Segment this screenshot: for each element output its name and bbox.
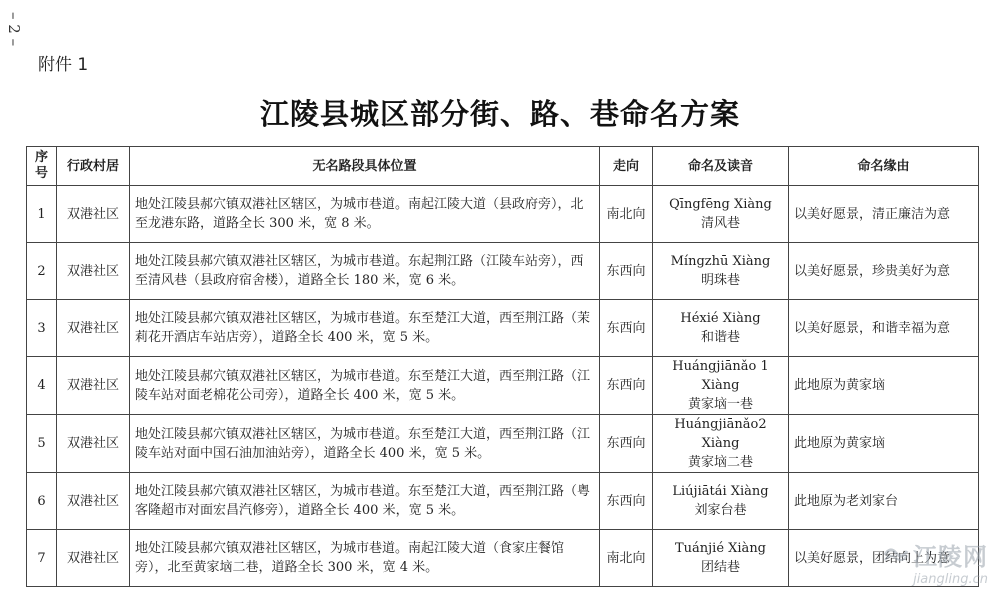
header-seq: 序号 [27,147,57,186]
name-chinese: 明珠巷 [700,273,740,288]
name-cell [653,473,789,530]
name-cell [653,300,789,357]
page-number-text: – 2 – [5,12,23,47]
name-pinyin: Tuánjié Xiàng [674,541,767,556]
seq-cell: 6 [27,473,57,530]
name-pinyin: Liújiātái Xiàng [672,484,769,499]
village-cell: 双港社区 [57,186,130,243]
direction-cell: 东西向 [600,357,653,415]
reason-cell: 以美好愿景，和谐幸福为意 [789,300,979,357]
seq-cell: 4 [27,357,57,415]
location-cell: 地处江陵县郝穴镇双港社区辖区，为城市巷道。东至楚江大道，西至荆江路（粤客隆超市对面宏昌汽修旁），道路全长 400 米，宽 5 米。 [130,473,600,530]
direction-cell: 东西向 [600,473,653,530]
document-title: 江陵县城区部分街、路、巷命名方案 [259,97,740,131]
name-cell [653,415,789,473]
name-chinese: 黄家垴一巷 [687,397,753,412]
name-cell [653,243,789,300]
reason-cell: 以美好愿景，清正廉洁为意 [789,186,979,243]
reason-cell: 以美好愿景，珍贵美好为意 [789,243,979,300]
street-naming-table [26,146,979,587]
location-cell: 地处江陵县郝穴镇双港社区辖区，为城市巷道。南起江陵大道（县政府旁），北至龙港东路，道路全长 300 米，宽 8 米。 [130,186,600,243]
name-cell [653,186,789,243]
name-cell [653,357,789,415]
header-village: 行政村居 [57,147,130,186]
direction-cell: 南北向 [600,530,653,587]
name-chinese: 团结巷 [700,560,740,575]
name-pinyin: Huángjiānǎo2 Xiàng [674,417,767,451]
location-cell: 地处江陵县郝穴镇双港社区辖区，为城市巷道。东至楚江大道，西至荆江路（江陵车站对面中国石油加油站旁），道路全长 400 米，宽 5 米。 [130,415,600,473]
direction-cell: 东西向 [600,415,653,473]
seq-cell: 5 [27,415,57,473]
direction-cell: 东西向 [600,300,653,357]
name-pinyin: Qīngfēng Xiàng [669,197,772,212]
page-number [2,12,26,49]
village-cell: 双港社区 [57,357,130,415]
seq-cell: 1 [27,186,57,243]
attachment-label: 附件 1 [38,55,89,75]
village-cell: 双港社区 [57,415,130,473]
location-cell: 地处江陵县郝穴镇双港社区辖区，为城市巷道。东至楚江大道，西至荆江路（江陵车站对面老棉花公司旁），道路全长 400 米，宽 5 米。 [130,357,600,415]
header-direction: 走向 [600,147,653,186]
location-cell: 地处江陵县郝穴镇双港社区辖区，为城市巷道。东至楚江大道，西至荆江路（茉莉花开酒店车站店旁），道路全长 400 米，宽 5 米。 [130,300,600,357]
table-header-row [27,147,979,186]
seq-cell: 7 [27,530,57,587]
village-cell: 双港社区 [57,300,130,357]
seq-cell: 3 [27,300,57,357]
name-pinyin: Héxié Xiàng [680,311,761,326]
table-row [27,243,979,300]
header-reason: 命名缘由 [789,147,979,186]
reason-cell: 此地原为黄家垴 [789,415,979,473]
table-row [27,473,979,530]
table-body [27,186,979,587]
seq-cell: 2 [27,243,57,300]
reason-cell: 此地原为老刘家台 [789,473,979,530]
table-row [27,186,979,243]
name-chinese: 清风巷 [700,216,740,231]
table-row [27,415,979,473]
direction-cell: 南北向 [600,186,653,243]
watermark-url: jiangling.cn [913,572,988,587]
location-cell: 地处江陵县郝穴镇双港社区辖区，为城市巷道。东起荆江路（江陵车站旁），西至清风巷（县政府宿舍楼），道路全长 180 米，宽 6 米。 [130,243,600,300]
name-chinese: 和谐巷 [700,330,740,345]
table-row [27,357,979,415]
direction-cell: 东西向 [600,243,653,300]
name-chinese: 刘家台巷 [694,503,747,518]
location-cell: 地处江陵县郝穴镇双港社区辖区，为城市巷道。南起江陵大道（食家庄餐馆旁），北至黄家垴二巷，道路全长 300 米，宽 4 米。 [130,530,600,587]
village-cell: 双港社区 [57,530,130,587]
name-pinyin: Míngzhū Xiàng [670,254,771,269]
watermark-text: 江陵网 [913,543,988,571]
name-cell [653,530,789,587]
village-cell: 双港社区 [57,243,130,300]
name-pinyin: Huángjiānǎo 1 Xiàng [672,359,769,393]
reason-cell: 此地原为黄家垴 [789,357,979,415]
village-cell: 双港社区 [57,473,130,530]
reason-cell: 以美好愿景，团结向上为意 [789,530,979,587]
header-location: 无名路段具体位置 [130,147,600,186]
table-row [27,530,979,587]
header-name: 命名及读音 [653,147,789,186]
name-chinese: 黄家垴二巷 [687,455,753,470]
table-row [27,300,979,357]
